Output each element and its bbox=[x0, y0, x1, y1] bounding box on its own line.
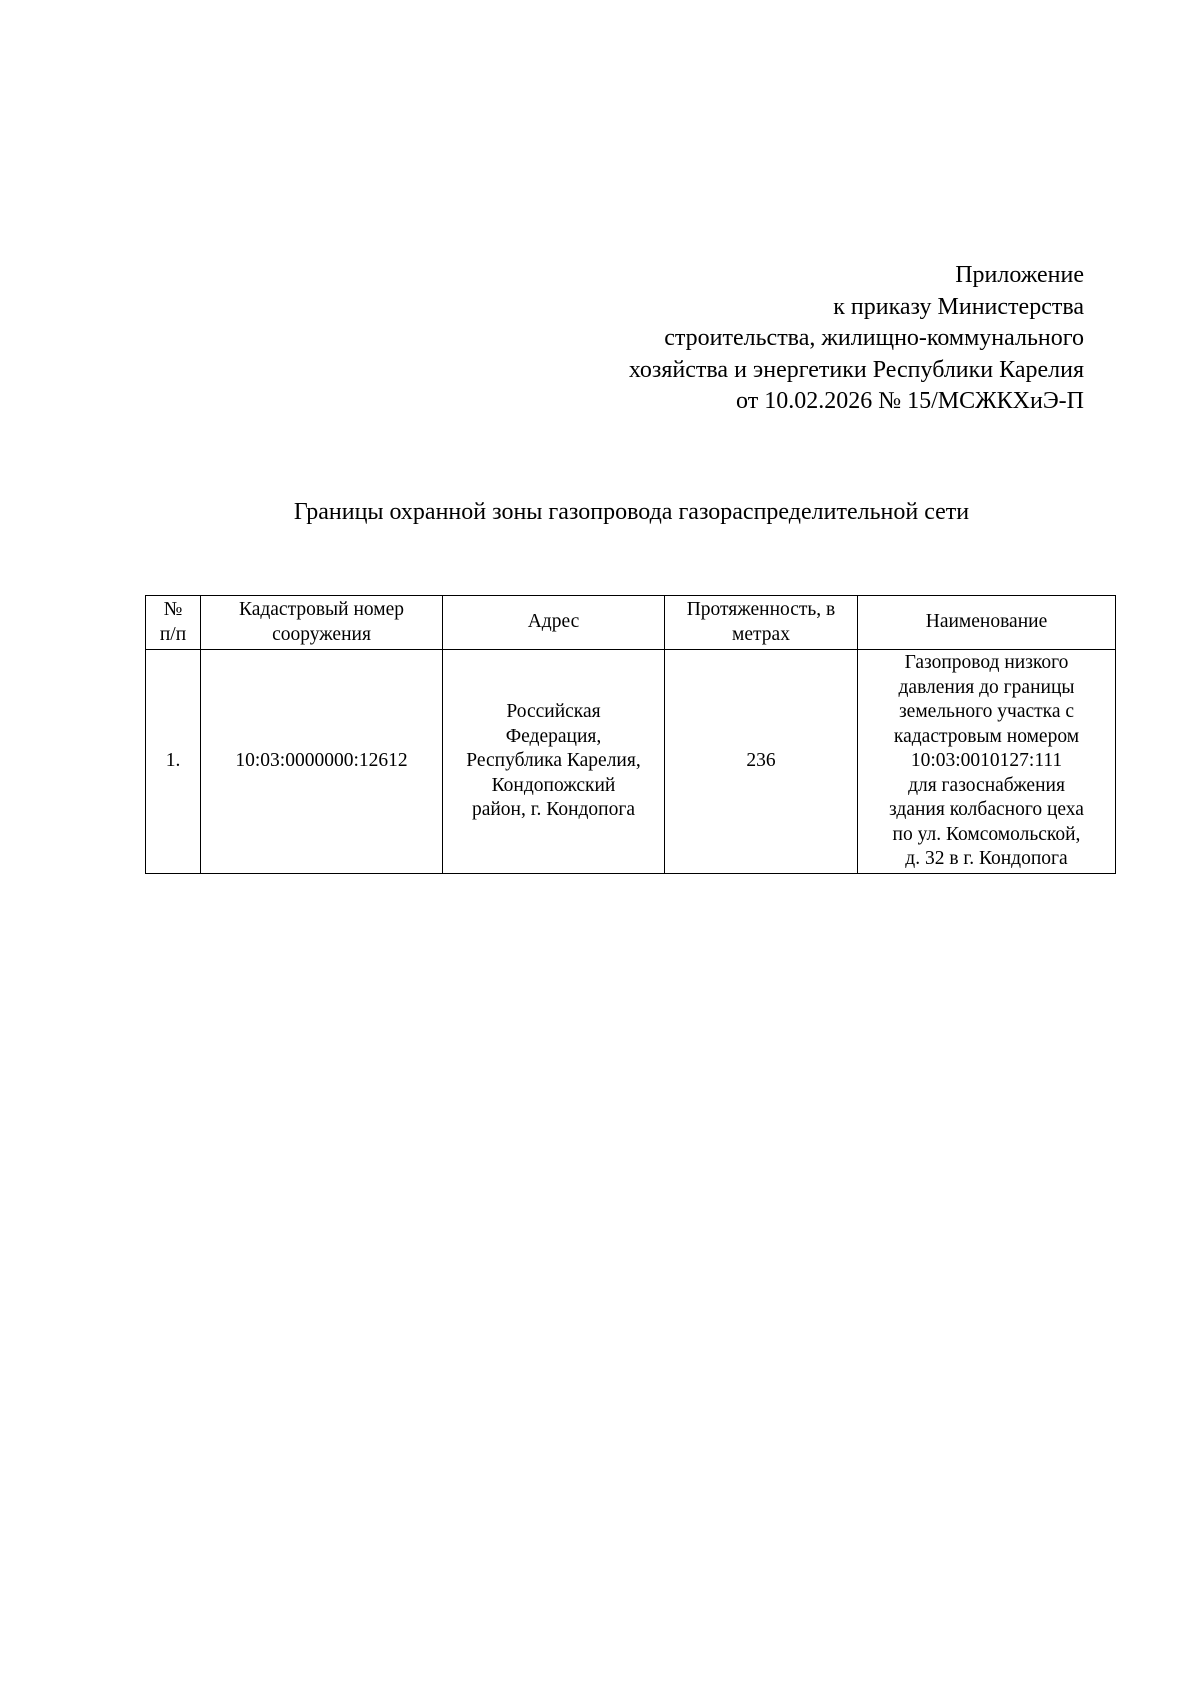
header-text: Наименование bbox=[925, 611, 1048, 633]
header-address bbox=[443, 596, 665, 650]
header-text: п/п bbox=[159, 623, 187, 645]
address-line: Федерация, bbox=[505, 725, 602, 747]
appendix-line: Приложение bbox=[955, 262, 1084, 288]
header-text: Протяженность, в bbox=[686, 599, 836, 620]
cell-length: 236 bbox=[665, 650, 858, 874]
cell-cadastral-number: 10:03:0000000:12612 bbox=[201, 650, 443, 874]
header-text: сооружения bbox=[272, 623, 371, 645]
name-line: здания колбасного цеха bbox=[889, 799, 1084, 821]
address-line: район, г. Кондопога bbox=[471, 799, 636, 821]
protection-zone-table bbox=[145, 595, 1116, 874]
appendix-line: хозяйства и энергетики Республики Карелия bbox=[628, 356, 1084, 383]
appendix-header bbox=[629, 260, 1084, 418]
name-line: 10:03:0010127:111 bbox=[910, 750, 1063, 772]
header-text: № bbox=[163, 599, 183, 620]
cell-number: 1. bbox=[146, 650, 201, 874]
address-line: Российская bbox=[506, 701, 601, 723]
name-line: давления до границы bbox=[898, 676, 1075, 698]
appendix-line: к приказу Министерства bbox=[833, 293, 1084, 320]
appendix-line: строительства, жилищно-коммунального bbox=[664, 325, 1084, 351]
name-line: по ул. Комсомольской, bbox=[892, 823, 1081, 845]
table-header-row bbox=[146, 596, 1116, 650]
header-text: метрах bbox=[732, 623, 790, 645]
header-name bbox=[858, 596, 1116, 650]
table-row bbox=[146, 650, 1116, 874]
name-line: земельного участка с bbox=[898, 701, 1075, 723]
header-text: Адрес bbox=[527, 611, 580, 633]
cell-name bbox=[858, 650, 1116, 874]
header-cadastral-number bbox=[201, 596, 443, 650]
header-text: Кадастровый номер bbox=[238, 599, 405, 620]
address-line: Республика Карелия, bbox=[466, 750, 641, 772]
name-line: Газопровод низкого bbox=[904, 652, 1069, 674]
name-line: д. 32 в г. Кондопога bbox=[905, 848, 1068, 870]
name-line: кадастровым номером bbox=[893, 725, 1080, 747]
address-line: Кондопожский bbox=[491, 774, 616, 796]
appendix-line: от 10.02.2026 № 15/МСЖКХиЭ-П bbox=[736, 388, 1084, 414]
header-length bbox=[665, 596, 858, 650]
name-line: для газоснабжения bbox=[908, 774, 1065, 796]
header-number bbox=[146, 596, 201, 650]
document-title: Границы охранной зоны газопровода газораспределительной сети bbox=[293, 499, 970, 525]
cell-address bbox=[443, 650, 665, 874]
